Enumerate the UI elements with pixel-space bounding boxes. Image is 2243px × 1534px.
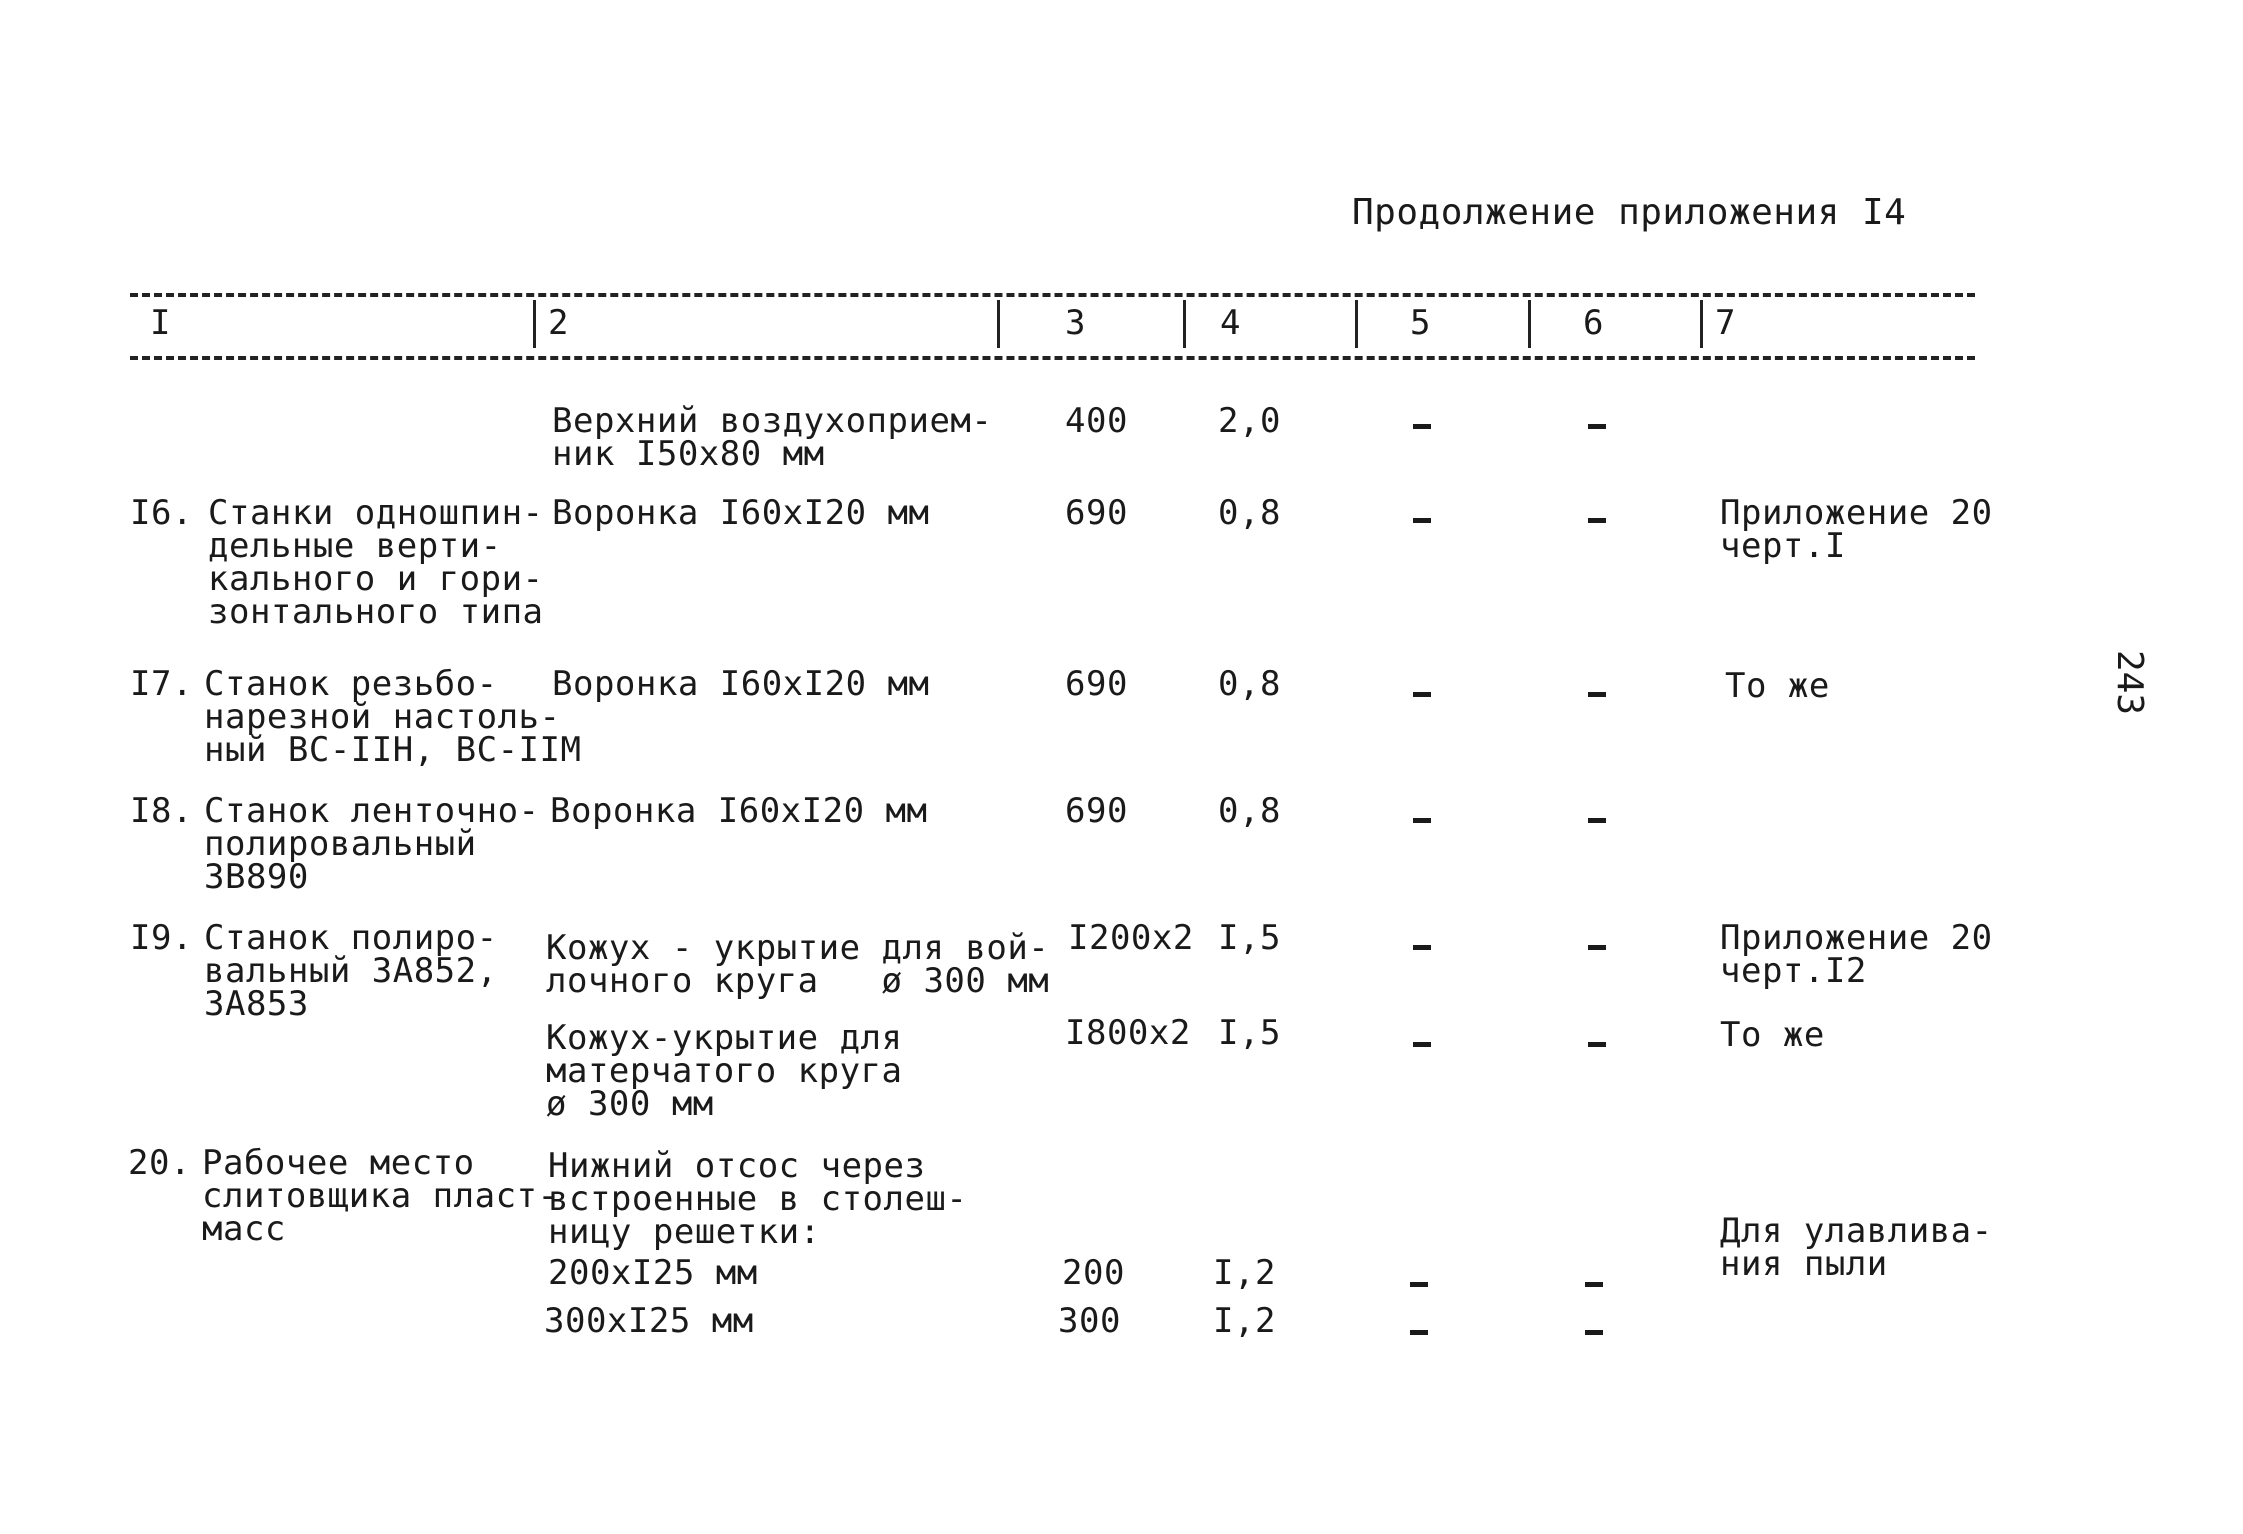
table-cell-reference: Приложение 20 черт.I2 bbox=[1720, 918, 1993, 991]
column-header: 3 bbox=[1065, 303, 1086, 343]
column-header: 2 bbox=[548, 303, 569, 343]
table-cell-name: Рабочее место слитовщика пласт- масс bbox=[202, 1143, 559, 1249]
table-cell-reference: Для улавлива- ния пыли bbox=[1720, 1211, 1993, 1284]
table-cell-value: 2,0 bbox=[1218, 401, 1281, 441]
page-title: Продолжение приложения I4 bbox=[1352, 192, 1907, 233]
dash-mark bbox=[1413, 818, 1431, 823]
column-header: 4 bbox=[1220, 303, 1241, 343]
dash-mark bbox=[1413, 945, 1431, 950]
column-header: 6 bbox=[1583, 303, 1604, 343]
table-cell-value: I200х2 bbox=[1068, 918, 1194, 958]
table-cell-device: Нижний отсос через встроенные в столеш- ницу решетки: bbox=[548, 1146, 968, 1252]
dash-mark bbox=[1585, 1282, 1603, 1287]
table-cell-device: Верхний воздухоприем- ник I50х80 мм bbox=[552, 401, 993, 474]
table-cell-reference: То же bbox=[1725, 666, 1830, 706]
table-cell-value: I,2 bbox=[1213, 1253, 1276, 1293]
column-separator bbox=[1355, 300, 1358, 348]
dash-mark bbox=[1410, 1282, 1428, 1287]
page-number: 243 bbox=[2109, 650, 2150, 716]
dash-mark bbox=[1588, 945, 1606, 950]
column-header: I bbox=[150, 303, 171, 343]
dash-mark bbox=[1588, 518, 1606, 523]
table-cell-device: 200хI25 мм bbox=[548, 1253, 758, 1293]
dash-mark bbox=[1588, 424, 1606, 429]
table-cell-device: Кожух - укрытие для вой- лочного круга ø 300 мм bbox=[546, 928, 1050, 1001]
dash-mark bbox=[1413, 424, 1431, 429]
table-cell-value: 300 bbox=[1058, 1301, 1121, 1341]
table-cell-value: I,5 bbox=[1218, 1013, 1281, 1053]
dash-mark bbox=[1413, 692, 1431, 697]
table-cell-name: Станок резьбо- нарезной настоль- ный ВС-IIН, ВС-IIМ bbox=[204, 664, 582, 770]
table-cell-number: 20. bbox=[128, 1143, 191, 1183]
table-cell-device: Воронка I60хI20 мм bbox=[552, 664, 930, 704]
table-cell-value: 200 bbox=[1062, 1253, 1125, 1293]
table-cell-reference: То же bbox=[1720, 1015, 1825, 1055]
table-cell-device: Воронка I60хI20 мм bbox=[550, 791, 928, 831]
table-cell-device: Воронка I60хI20 мм bbox=[552, 493, 930, 533]
table-cell-number: I6. bbox=[130, 493, 193, 533]
table-cell-number: I9. bbox=[130, 918, 193, 958]
table-cell-name: Станок ленточно- полировальный 3В890 bbox=[204, 791, 540, 897]
dash-mark bbox=[1413, 1042, 1431, 1047]
dash-mark bbox=[1410, 1330, 1428, 1335]
table-header-rule bbox=[130, 356, 1975, 360]
dash-mark bbox=[1588, 818, 1606, 823]
table-cell-value: 690 bbox=[1065, 664, 1128, 704]
dash-mark bbox=[1588, 692, 1606, 697]
table-cell-number: I8. bbox=[130, 791, 193, 831]
dash-mark bbox=[1588, 1042, 1606, 1047]
table-cell-value: 690 bbox=[1065, 493, 1128, 533]
table-cell-number: I7. bbox=[130, 664, 193, 704]
table-cell-name: Станки одношпин- дельные верти- кального и гори- зонтального типа bbox=[208, 493, 544, 632]
column-header: 7 bbox=[1715, 303, 1736, 343]
table-cell-value: 400 bbox=[1065, 401, 1128, 441]
table-cell-value: I800х2 bbox=[1065, 1013, 1191, 1053]
column-separator bbox=[1183, 300, 1186, 348]
table-cell-value: 0,8 bbox=[1218, 664, 1281, 704]
column-separator bbox=[533, 300, 536, 348]
table-top-rule bbox=[130, 293, 1975, 297]
table-cell-reference: Приложение 20 черт.I bbox=[1720, 493, 1993, 566]
column-separator bbox=[997, 300, 1000, 348]
table-cell-value: 690 bbox=[1065, 791, 1128, 831]
table-cell-device: Кожух-укрытие для матерчатого круга ø 300 мм bbox=[546, 1018, 903, 1124]
dash-mark bbox=[1413, 518, 1431, 523]
table-cell-value: I,2 bbox=[1213, 1301, 1276, 1341]
dash-mark bbox=[1585, 1330, 1603, 1335]
table-cell-value: I,5 bbox=[1218, 918, 1281, 958]
table-cell-value: 0,8 bbox=[1218, 493, 1281, 533]
column-separator bbox=[1700, 300, 1703, 348]
column-separator bbox=[1528, 300, 1531, 348]
column-header: 5 bbox=[1410, 303, 1431, 343]
table-cell-value: 0,8 bbox=[1218, 791, 1281, 831]
table-cell-name: Станок полиро- вальный 3А852, 3А853 bbox=[204, 918, 498, 1024]
table-cell-device: 300хI25 мм bbox=[544, 1301, 754, 1341]
